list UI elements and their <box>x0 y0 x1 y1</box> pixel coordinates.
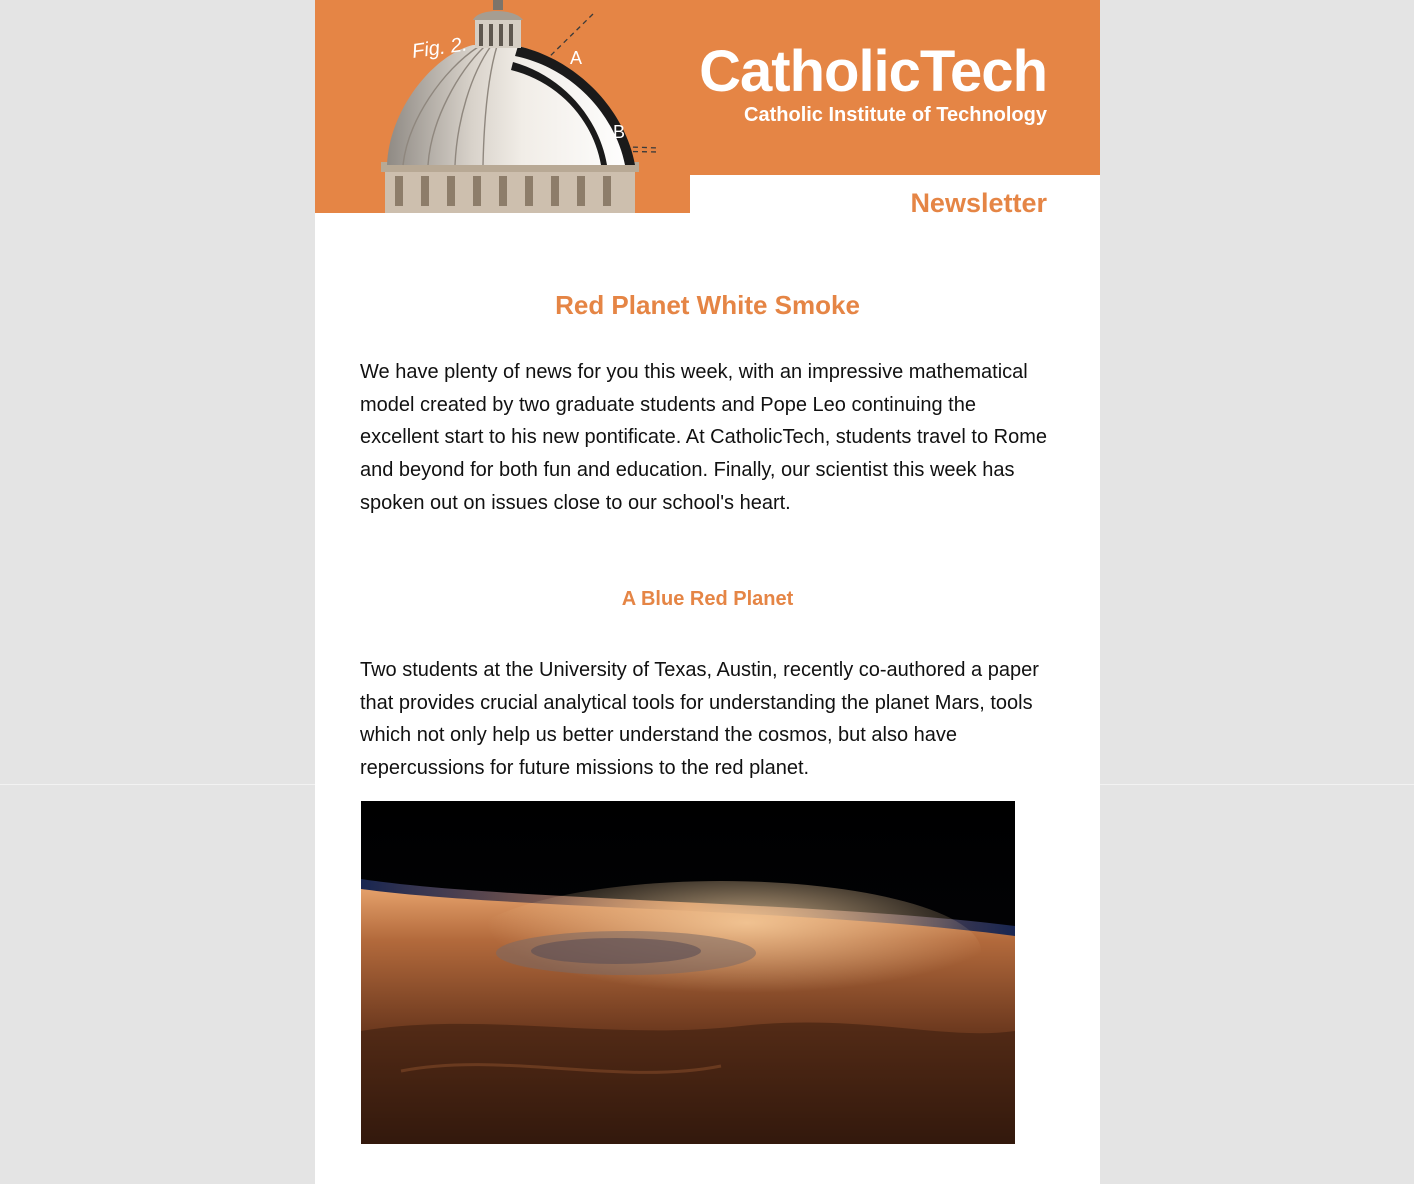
page-title: Red Planet White Smoke <box>555 290 860 320</box>
fig-label: Fig. 2. <box>410 33 469 63</box>
newsletter-email <box>315 0 1100 1184</box>
brand-subtitle: Catholic Institute of Technology <box>744 104 1047 126</box>
dome-illustration <box>363 0 663 213</box>
section-title: A Blue Red Planet <box>621 588 794 610</box>
newsletter-label: Newsletter <box>910 188 1047 218</box>
mars-image <box>361 801 1015 1144</box>
intro-paragraph: We have plenty of news for you this week, with an impressive mathematical model created by two graduate students and Pope Leo continuing the excellent start to his new pontificate. At CatholicTech, students travel to Rome and beyond for both fun and education. Finally, our scientist this week has spoken out on issues close to our school's heart. <box>360 361 1048 514</box>
section-paragraph: Two students at the University of Texas, Austin, recently co-authored a paper that provides crucial analytical tools for understanding the planet Mars, tools which not only help us better understand the cosmos, but also have repercussions for future missions to the red planet. <box>360 659 1039 780</box>
label-b: B <box>613 122 626 142</box>
brand-title: CatholicTech <box>699 39 1047 104</box>
label-a: A <box>570 48 583 68</box>
